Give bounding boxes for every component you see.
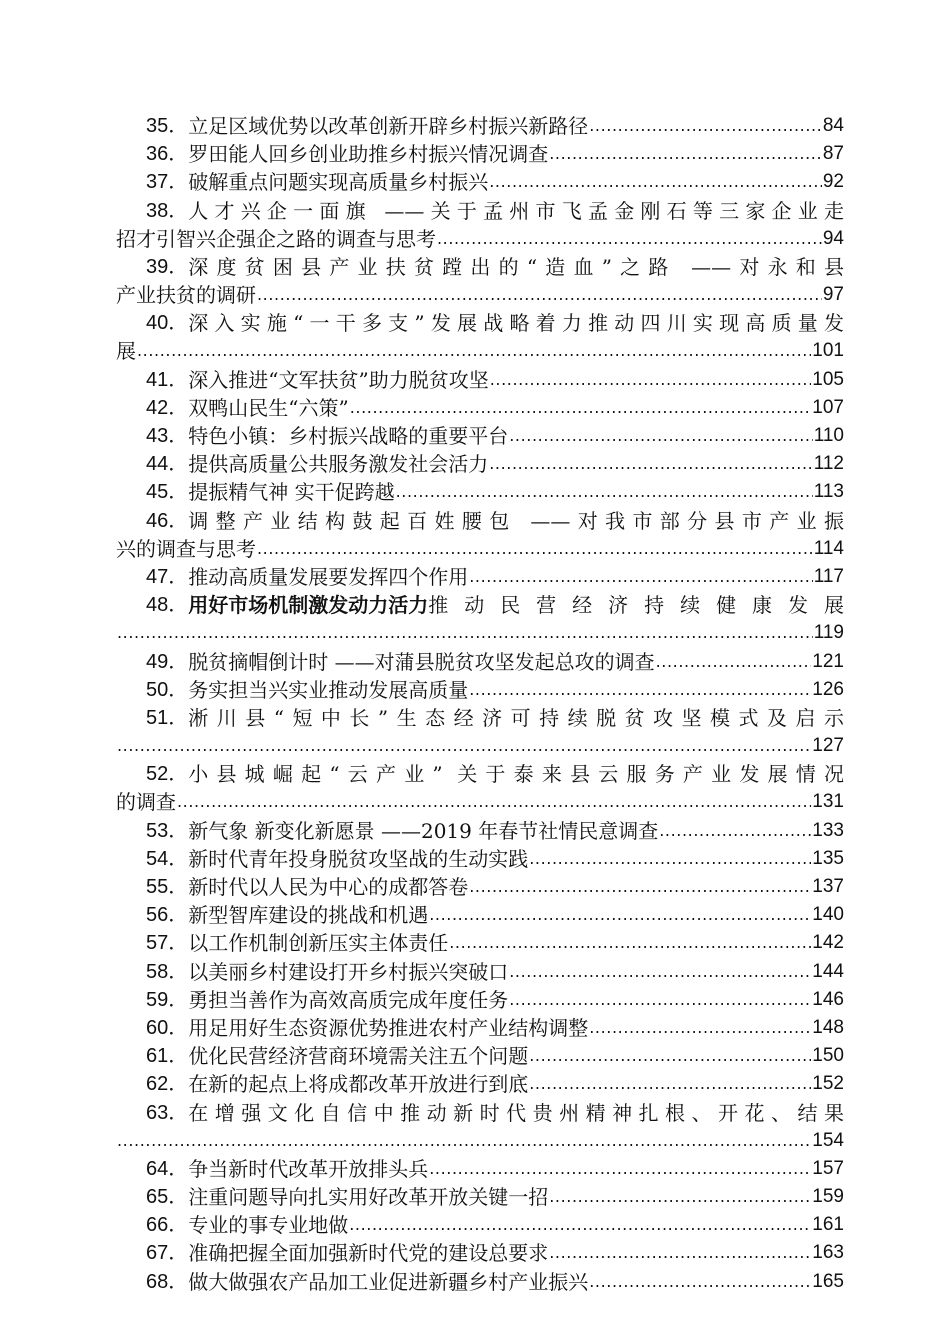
toc-entry-number: 41．: [146, 368, 189, 391]
toc-entry-line: [116, 338, 844, 366]
toc-entry-number: 55．: [146, 876, 189, 899]
toc-leader-dots: [529, 1042, 811, 1070]
toc-entry-number: 38．: [146, 199, 189, 222]
toc-entry-number: 63．: [146, 1101, 189, 1124]
toc-entry-title: 小县城崛起“云产业” 关于泰来县云服务产业发展情况: [188, 762, 844, 787]
toc-entry-number: 46．: [146, 509, 189, 532]
toc-leader-dots: [429, 901, 811, 929]
toc-entry-number: 45．: [146, 481, 189, 504]
toc-page-number: 110: [813, 425, 844, 447]
toc-entry-number: 51．: [146, 706, 189, 729]
toc-leader-dots: [656, 648, 812, 676]
toc-entry-line: [116, 281, 844, 309]
toc-entry[interactable]: [116, 1155, 844, 1183]
toc-entry[interactable]: [116, 1211, 844, 1239]
toc-entry[interactable]: [116, 112, 844, 140]
toc-entry-title: 淅川县“短中长”生态经济可持续脱贫攻坚模式及启示: [188, 705, 844, 730]
toc-entry-title: 招才引智兴企强企之路的调查与思考: [116, 226, 436, 251]
toc-page-number: 94: [822, 227, 844, 249]
toc-entry-line: [116, 1099, 844, 1127]
toc-entry[interactable]: [116, 817, 844, 845]
toc-entry-title: 新气象 新变化新愿景 ——2019 年春节社情民意调查: [188, 818, 659, 843]
toc-leader-dots: [117, 1127, 811, 1155]
toc-entry-line: [116, 873, 844, 901]
toc-entry-line: [116, 986, 844, 1014]
toc-leader-dots: [350, 394, 812, 422]
toc-entry-title: 新时代青年投身脱贫攻坚战的生动实践: [188, 846, 529, 871]
toc-leader-dots: [117, 619, 813, 647]
toc-page-number: 135: [812, 847, 844, 869]
toc-entry-title: 特色小镇：乡村振兴战略的重要平台: [188, 424, 509, 449]
toc-page-number: 133: [812, 819, 844, 841]
toc-entry-line: [116, 225, 844, 253]
toc-page-number: 150: [812, 1045, 844, 1067]
toc-entry-number: 57．: [146, 932, 189, 955]
toc-entry-title: 准确把握全面加强新时代党的建设总要求: [188, 1241, 549, 1266]
toc-page-number: 152: [812, 1073, 844, 1095]
toc-entry-number: 47．: [146, 565, 189, 588]
toc-entry-line: [116, 366, 844, 394]
toc-entry-number: 59．: [146, 988, 189, 1011]
toc-page-number: 114: [813, 537, 844, 559]
toc-entry-line: [116, 1127, 844, 1155]
toc-page-number: 127: [812, 735, 844, 757]
toc-page-number: 117: [813, 565, 844, 587]
toc-page-number: 165: [812, 1270, 844, 1292]
toc-entry-title: 提供高质量公共服务激发社会活力: [188, 452, 489, 477]
toc-entry-line: [116, 1240, 844, 1268]
toc-leader-dots: [509, 422, 812, 450]
toc-leader-dots: [489, 450, 812, 478]
toc-page-number: 126: [812, 678, 844, 700]
toc-entry-title: 优化民营经济营商环境需关注五个问题: [188, 1044, 529, 1069]
toc-page-number: 146: [812, 988, 844, 1010]
toc-page-number: 137: [812, 876, 844, 898]
toc-entry[interactable]: [116, 507, 844, 563]
toc-entry[interactable]: [116, 422, 844, 450]
toc-page-number: 163: [812, 1242, 844, 1264]
toc-entry-line: [116, 1183, 844, 1211]
toc-entry-line: [116, 197, 844, 225]
toc-entry[interactable]: [116, 845, 844, 873]
toc-leader-dots: [589, 112, 822, 140]
toc-entry-number: 66．: [146, 1214, 189, 1237]
toc-leader-dots: [117, 732, 811, 760]
toc-entry-number: 49．: [146, 650, 189, 673]
toc-entry-line: [116, 1268, 844, 1296]
toc-page-number: 148: [812, 1016, 844, 1038]
toc-entry-title: 深入实施“一干多支”发展战略着力推动四川实现高质量发: [188, 311, 844, 336]
toc-entry-title: 在增强文化自信中推动新时代贵州精神扎根、开花、结果: [188, 1100, 844, 1125]
toc-page-number: 157: [812, 1157, 844, 1179]
toc-entry[interactable]: [116, 929, 844, 957]
toc-entry[interactable]: [116, 958, 844, 986]
toc-entry-line: [116, 422, 844, 450]
toc-entry-number: 52．: [146, 763, 189, 786]
toc-entry-number: 42．: [146, 396, 189, 419]
toc-entry[interactable]: [116, 366, 844, 394]
toc-leader-dots: [257, 281, 822, 309]
toc-entry[interactable]: [116, 197, 844, 253]
toc-entry-title: 调整产业结构鼓起百姓腰包 ——对我市部分县市产业振: [188, 508, 844, 533]
toc-page-number: 142: [812, 932, 844, 954]
toc-entry-title: 罗田能人回乡创业助推乡村振兴情况调查: [188, 142, 549, 167]
toc-leader-dots: [349, 1211, 811, 1239]
toc-entry-title: 在新的起点上将成都改革开放进行到底: [188, 1072, 529, 1097]
toc-page-number: 154: [812, 1129, 844, 1151]
toc-entry[interactable]: [116, 168, 844, 196]
toc-page-number: 84: [822, 114, 844, 136]
toc-entry-line: [116, 478, 844, 506]
toc-page-number: 121: [812, 650, 844, 672]
toc-entry-title: 以美丽乡村建设打开乡村振兴突破口: [188, 959, 509, 984]
toc-entry-line: [116, 929, 844, 957]
toc-page-number: 119: [813, 622, 844, 644]
toc-entry-number: 35．: [146, 114, 189, 137]
toc-entry-title: 产业扶贫的调研: [116, 283, 256, 308]
toc-entry[interactable]: [116, 986, 844, 1014]
toc-entry-title: 脱贫摘帽倒计时 ——对蒲县脱贫攻坚发起总攻的调查: [188, 649, 655, 674]
toc-entry-title: 新时代以人民为中心的成都答卷: [188, 875, 469, 900]
toc-entry-line: [116, 732, 844, 760]
toc-entry-number: 36．: [146, 143, 189, 166]
toc-entry-number: 39．: [146, 255, 189, 278]
toc-entry-title: 新型智库建设的挑战和机遇: [188, 903, 429, 928]
toc-entry-line: [116, 1211, 844, 1239]
toc-entry-title: 推动高质量发展要发挥四个作用: [188, 564, 469, 589]
toc-entry-line: [116, 168, 844, 196]
toc-entry[interactable]: [116, 1183, 844, 1211]
toc-entry-title: 深入推进“文军扶贫”助力脱贫攻坚: [188, 367, 489, 392]
toc-entry-number: 62．: [146, 1073, 189, 1096]
toc-leader-dots: [549, 1240, 811, 1268]
toc-entry-title: 展: [116, 339, 136, 364]
toc-leader-dots: [396, 478, 813, 506]
toc-entry-number: 61．: [146, 1045, 189, 1068]
toc-leader-dots: [509, 986, 811, 1014]
toc-entry-title: 破解重点问题实现高质量乡村振兴: [188, 170, 489, 195]
toc-entry-line: [116, 789, 844, 817]
toc-entry-number: 50．: [146, 678, 189, 701]
toc-page-number: 113: [813, 481, 844, 503]
toc-entry-line: [116, 112, 844, 140]
toc-entry-line: [116, 760, 844, 788]
toc-entry-line: [116, 591, 844, 619]
toc-entry-number: 68．: [146, 1270, 189, 1293]
toc-entry[interactable]: [116, 901, 844, 929]
toc-page-number: 112: [813, 453, 844, 475]
toc-leader-dots: [449, 929, 811, 957]
toc-leader-dots: [589, 1268, 811, 1296]
toc-leader-dots: [549, 140, 822, 168]
toc-entry-number: 54．: [146, 847, 189, 870]
toc-entry[interactable]: [116, 704, 844, 760]
toc-entry-line: [116, 817, 844, 845]
toc-entry[interactable]: [116, 450, 844, 478]
toc-entry-line: [116, 676, 844, 704]
toc-page-number: 140: [812, 904, 844, 926]
toc-entry-line: [116, 648, 844, 676]
toc-entry[interactable]: [116, 676, 844, 704]
toc-entry-title: 深度贫困县产业扶贫蹚出的“造血”之路 ——对永和县: [188, 254, 844, 279]
toc-page-number: 105: [812, 368, 844, 390]
toc-entry[interactable]: [116, 760, 844, 816]
toc-entry-number: 48．: [146, 594, 189, 617]
toc-entry[interactable]: [116, 648, 844, 676]
toc-leader-dots: [490, 366, 812, 394]
toc-entry-line: [116, 1070, 844, 1098]
toc-entry[interactable]: [116, 1042, 844, 1070]
toc-page-number: 159: [812, 1186, 844, 1208]
toc-entry-number: 56．: [146, 904, 189, 927]
toc-entry-title: 做大做强农产品加工业促进新疆乡村产业振兴: [188, 1269, 589, 1294]
toc-entry-title: 兴的调查与思考: [116, 536, 256, 561]
toc-entry[interactable]: [116, 140, 844, 168]
toc-entry-number: 60．: [146, 1016, 189, 1039]
toc-entry-line: [116, 1014, 844, 1042]
toc-entry-line: [116, 1042, 844, 1070]
toc-entry[interactable]: [116, 478, 844, 506]
table-of-contents: [116, 112, 844, 1296]
toc-page-number: 131: [812, 791, 844, 813]
toc-leader-dots: [529, 845, 811, 873]
toc-entry[interactable]: [116, 394, 844, 422]
toc-entry-title: 双鸭山民生“六策”: [188, 395, 349, 420]
toc-entry[interactable]: [116, 563, 844, 591]
toc-entry-line: [116, 704, 844, 732]
toc-entry[interactable]: [116, 1014, 844, 1042]
toc-entry-title: 立足区域优势以改革创新开辟乡村振兴新路径: [188, 113, 589, 138]
toc-entry[interactable]: [116, 1268, 844, 1296]
toc-entry-title: 勇担当善作为高效高质完成年度任务: [188, 987, 509, 1012]
toc-entry-number: 53．: [146, 819, 189, 842]
toc-entry-line: [116, 507, 844, 535]
toc-entry-title: 争当新时代改革开放排头兵: [188, 1156, 429, 1181]
toc-entry-title: 人才兴企一面旗 ——关于孟州市飞孟金刚石等三家企业走: [188, 198, 844, 223]
toc-entry-title: 专业的事专业地做: [188, 1213, 349, 1238]
toc-entry-number: 40．: [146, 312, 189, 335]
toc-page-number: 87: [822, 143, 844, 165]
toc-page-number: 107: [812, 396, 844, 418]
toc-entry-line: [116, 253, 844, 281]
toc-entry-number: 65．: [146, 1186, 189, 1209]
toc-leader-dots: [469, 873, 811, 901]
toc-entry-line: [116, 535, 844, 563]
toc-page-number: 97: [822, 284, 844, 306]
toc-leader-dots: [469, 563, 812, 591]
toc-leader-dots: [589, 1014, 811, 1042]
toc-leader-dots: [659, 817, 811, 845]
toc-entry-title: 以工作机制创新压实主体责任: [188, 931, 449, 956]
toc-entry-line: [116, 394, 844, 422]
toc-entry-number: 64．: [146, 1157, 189, 1180]
toc-entry-number: 67．: [146, 1242, 189, 1265]
toc-entry-line: [116, 450, 844, 478]
toc-entry[interactable]: [116, 1099, 844, 1155]
toc-entry-line: [116, 563, 844, 591]
toc-entry-title: 用足用好生态资源优势推进农村产业结构调整: [188, 1015, 589, 1040]
toc-entry-line: [116, 958, 844, 986]
toc-entry-line: [116, 309, 844, 337]
toc-page-number: 161: [812, 1214, 844, 1236]
toc-entry-title: 注重问题导向扎实用好改革开放关键一招: [188, 1185, 549, 1210]
toc-entry-number: 58．: [146, 960, 189, 983]
toc-entry-number: 43．: [146, 425, 189, 448]
toc-entry-number: 37．: [146, 171, 189, 194]
toc-entry-line: [116, 140, 844, 168]
toc-page-number: 144: [812, 960, 844, 982]
toc-leader-dots: [257, 535, 813, 563]
toc-leader-dots: [549, 1183, 811, 1211]
toc-page-number: 101: [812, 340, 844, 362]
toc-leader-dots: [489, 168, 822, 196]
toc-leader-dots: [437, 225, 822, 253]
toc-entry[interactable]: [116, 873, 844, 901]
toc-leader-dots: [137, 338, 811, 366]
toc-entry-title: 务实担当兴实业推动发展高质量: [188, 677, 469, 702]
toc-entry[interactable]: [116, 253, 844, 309]
toc-entry-title: 的调查: [116, 790, 176, 815]
toc-entry-number: 44．: [146, 453, 189, 476]
toc-leader-dots: [177, 789, 811, 817]
toc-entry[interactable]: [116, 1240, 844, 1268]
toc-page-number: 92: [822, 171, 844, 193]
toc-entry-title: 推动民营经济持续健康发展: [428, 593, 844, 618]
toc-entry[interactable]: [116, 309, 844, 365]
toc-entry-title: 提振精气神 实干促跨越: [188, 480, 395, 505]
toc-entry[interactable]: [116, 591, 844, 647]
toc-entry-title-bold: 用好市场机制激发动力活力: [188, 593, 429, 618]
toc-entry-line: [116, 1155, 844, 1183]
toc-entry-line: [116, 619, 844, 647]
toc-entry-line: [116, 845, 844, 873]
toc-entry-line: [116, 901, 844, 929]
toc-entry[interactable]: [116, 1070, 844, 1098]
toc-leader-dots: [509, 958, 811, 986]
toc-leader-dots: [469, 676, 811, 704]
toc-leader-dots: [529, 1070, 811, 1098]
toc-leader-dots: [429, 1155, 811, 1183]
